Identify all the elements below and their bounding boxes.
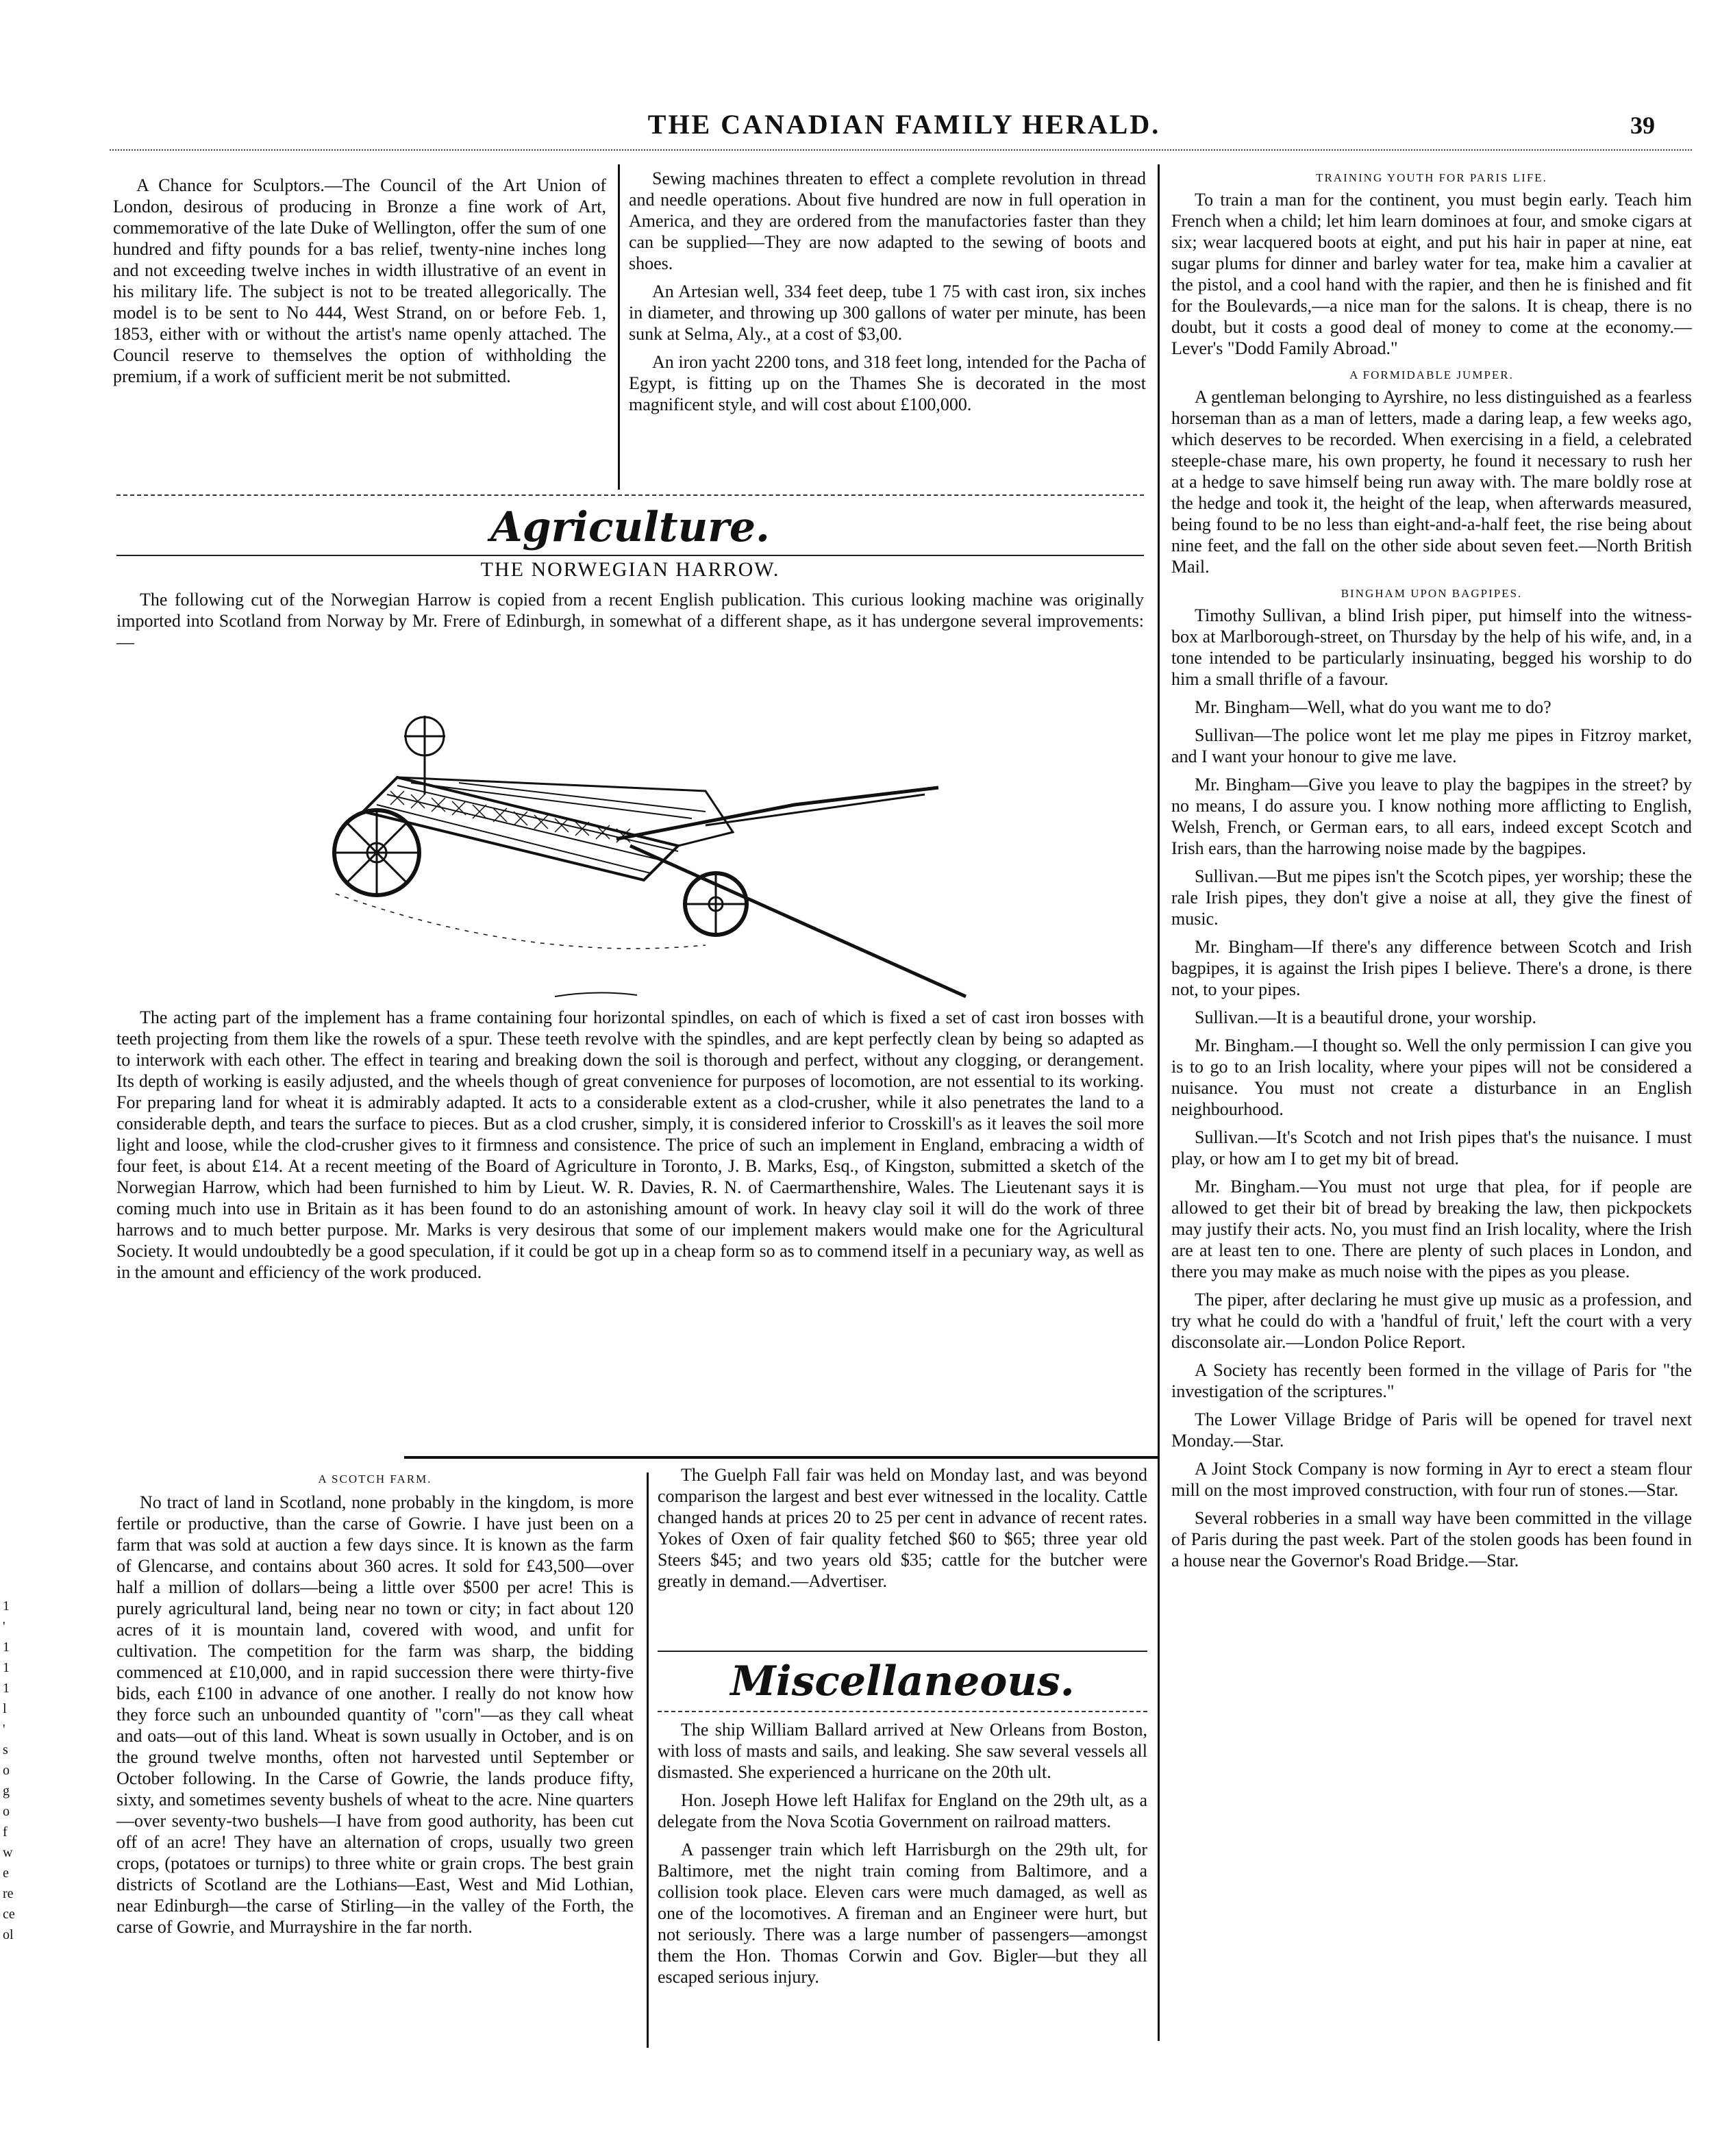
bingham-bagpipes-heading: BINGHAM UPON BAGPIPES.	[1341, 587, 1523, 600]
paris-society-paragraph: A Society has recently been formed in the village of Paris for "the investigation of the scriptures."	[1171, 1360, 1692, 1401]
lower-pole	[630, 846, 966, 996]
bingham-paragraph: Mr. Bingham—If there's any difference between Scotch and Irish bagpipes, it is against the Irish pipes I believe. There's a drone, is there not, to your pipes.	[1171, 937, 1692, 999]
scotch-farm-article	[116, 1472, 634, 1938]
masthead-title: THE CANADIAN FAMILY HERALD.	[647, 109, 1161, 140]
margin-mark: 1	[3, 1660, 10, 1675]
margin-mark: w	[3, 1845, 13, 1860]
joint-stock-paragraph: A Joint Stock Company is now forming in Ayr to erect a steam flour mill on the most improved construction, with four run of stones.—Star.	[1171, 1459, 1692, 1500]
margin-mark: ce	[3, 1907, 15, 1922]
margin-mark: '	[3, 1722, 5, 1737]
harrow-engraving-image	[322, 675, 980, 1003]
scotch-farm-paragraph: No tract of land in Scotland, none probably in the kingdom, is more fertile or productive, than the carse of Gowrie. I have just been on a farm that was sold at auction a few days since. It is known as the farm of Glencarse, and contains about 360 acres. It sold for £43,500—over half a million of dollars—being a little over $500 per acre! This is purely agricultural land, being near no town or city; in fact about 120 acres of it is mountain land, covered with wood, and unfit for cultivation. The competition for the farm was sharp, the bidding commenced at £10,000, and in rapid succession there were thirty-five bids, each £100 in advance of one another. I really do not know how they force such an unbounded quantity of "corn"—as they call wheat and oats—out of this land. Wheat is sown usually in October, and is on the ground twelve months, often not harvested until September or October following. In the Carse of Gowrie, the lands produce fifty, sixty, and sometimes seventy bushels of wheat to the acre. Nine quarters—over seventy-two bushels—I have from good authority, has been cut off of an acre! They have an alternation of crops, usually two green crops, (potatoes or turnips) to three white or grain crops. The best grain districts of Scotland are the Lothians—East, West and Mid Lothian, near Edinburgh—the carse of Stirling—in the valley of the Forth, the carse of Gowrie, and Murrayshire in the far north.	[116, 1492, 634, 1937]
robberies-paragraph: Several robberies in a small way have been committed in the village of Paris during the past week. Part of the stolen goods has been found in a house near the Governor's Road Bridge.—Star.	[1171, 1508, 1692, 1570]
scotch-farm-heading: A SCOTCH FARM.	[318, 1472, 432, 1486]
bingham-paragraph: Sullivan.—It's Scotch and not Irish pipes that's the nuisance. I must play, or how am I to get my bit of bread.	[1171, 1127, 1692, 1168]
right-column	[1171, 171, 1692, 1571]
column-divider-bottom-left	[647, 1472, 649, 2048]
bingham-paragraph: Sullivan—The police wont let me play me pipes in Fitzroy market, and I want your honour to give me lave.	[1171, 725, 1692, 766]
harrow-body-paragraph: The acting part of the implement has a frame containing four horizontal spindles, on each of which is fixed a set of cast iron bosses with teeth projecting from them like the rowels of a spur. These teeth revolve with the spindles, and are kept perfectly clean by being so adapted as to interwork with each other. The effect in tearing and breaking down the soil is thorough and perfect, without any clogging, or derangement. Its depth of working is easily adjusted, and the wheels though of great convenience for purposes of locomotion, are not essential to its working. For preparing land for wheat it is admirably adapted. It acts to a considerable extent as a clod-crusher, while it also penetrates the land to a considerable depth, and tears the surface to pieces. But as a clod crusher, simply, it is considered inferior to Crosskill's as it leaves the soil more light and loose, while the clod-crusher gives to it firmness and consistence. The price of such an implement in England, embracing a width of four feet, is about £14. At a recent meeting of the Board of Agriculture in Toronto, J. B. Marks, Esq., of Kingston, submitted a sketch of the Norwegian Harrow, which had been furnished to him by Lieut. W. R. Davies, R. N. of Caermarthenshire, Wales. The Lieutenant says it is coming much into use in Britain as it has been found to do an astonishing amount of work. In heavy clay soil it will do the work of three harrows and to much better purpose. Mr. Marks is very desirous that some of our implement makers would make one for the Agricultural Society. It would undoubtedly be a good speculation, if it could be got up in a cheap form so as to commend itself in a pecuniary way, as well as in the amount and efficiency of the work produced.	[116, 1007, 1144, 1282]
margin-mark: o	[3, 1763, 10, 1778]
bingham-paragraph: Sullivan.—It is a beautiful drone, your worship.	[1195, 1007, 1536, 1027]
miscellaneous-articles	[658, 1719, 1147, 1988]
bingham-paragraph: Mr. Bingham.—I thought so. Well the only permission I can give you is to go to an Irish locality, where your pipes will not be considered a nuisance. You must not create a disturbance in an English neighbourhood.	[1171, 1036, 1692, 1119]
bingham-paragraph: The piper, after declaring he must give up music as a profession, and try what he could do with a 'handful of fruit,' left the court with a very disconsolate air.—London Police Report.	[1171, 1290, 1692, 1352]
margin-mark: f	[3, 1825, 8, 1840]
bingham-paragraph: Timothy Sullivan, a blind Irish piper, put himself into the witness-box at Marlborough-street, on Thursday by the help of his wife, and, in a tone intended to be particularly insinuating, begged his worship to do him a small thrifle of a favour.	[1171, 605, 1692, 689]
harrow-intro	[116, 589, 1144, 653]
margin-mark: o	[3, 1804, 10, 1819]
ship-ballard-paragraph: The ship William Ballard arrived at New Orleans from Boston, with loss of masts and sails, and leaking. She saw several vessels all dismasted. She experienced a hurricane on the 20th ult.	[658, 1720, 1147, 1782]
bingham-paragraph: Mr. Bingham.—You must not urge that plea, for if people are allowed to get their bit of bread by breaking the law, then pickpockets may justify their acts. No, you must find an Irish locality, where the Irish are at least ten to one. There are plenty of such places in London, and there you may make as much noise with the pipes as you please.	[1171, 1177, 1692, 1281]
guelph-paragraph: The Guelph Fall fair was held on Monday last, and was beyond comparison the largest and best ever witnessed in the locality. Cattle changed hands at prices 20 to 25 per cent in advance of recent rates. Yokes of Oxen of fair quality fetched $60 to $65; three year old Steers $45; and two years old $35; cattle for the butcher were greatly in demand.—Advertiser.	[658, 1465, 1147, 1591]
margin-mark: '	[3, 1619, 5, 1634]
sewing-machines-paragraph: Sewing machines threaten to effect a complete revolution in thread and needle operations. About five hundred are now in full operation in America, and they are ordered from the manufactories faster than they can be supplied—They are now adapted to the sewing of boots and shoes.	[629, 168, 1146, 273]
margin-mark: 1	[3, 1640, 10, 1655]
margin-mark: re	[3, 1886, 14, 1901]
margin-mark: ol	[3, 1927, 14, 1942]
agriculture-section-title: Agriculture.	[490, 503, 770, 551]
margin-mark: 1	[3, 1599, 10, 1614]
miscellaneous-top-rule	[658, 1651, 1147, 1652]
column-divider-right	[1158, 164, 1160, 2041]
miscellaneous-title-rule	[658, 1711, 1147, 1712]
bingham-paragraph: Mr. Bingham—Give you leave to play the bagpipes in the street? by no means, I do assure you. I know nothing more afflicting to English, Welsh, French, or German ears, to all ears, indeed except Scotch and Irish ears, than the harrowing noise made by the bagpipes.	[1171, 775, 1692, 858]
guelph-article	[658, 1464, 1147, 1592]
bingham-paragraph: Mr. Bingham—Well, what do you want me to do?	[1195, 697, 1551, 717]
column-divider-top-left	[618, 164, 620, 490]
joseph-howe-paragraph: Hon. Joseph Howe left Halifax for England on the 29th ult, as a delegate from the Nova Scotia Government on railroad matters.	[658, 1790, 1147, 1831]
col1-top-article	[113, 175, 606, 387]
page-number: 39	[1630, 112, 1655, 139]
bingham-paragraph: Sullivan.—But me pipes isn't the Scotch pipes, yer worship; these the rale Irish pipes, they don't give a noise at all, they give the finest of music.	[1171, 866, 1692, 929]
harrow-body	[116, 1007, 1144, 1283]
harrow-subtitle: THE NORWEGIAN HARROW.	[480, 558, 780, 581]
agriculture-top-rule	[116, 494, 1144, 496]
draw-pole	[616, 788, 938, 839]
iron-yacht-paragraph: An iron yacht 2200 tons, and 318 feet long, intended for the Pacha of Egypt, is fitting up on the Thames She is decorated in the most magnificent style, and will cost about £100,000.	[629, 352, 1146, 414]
agriculture-bottom-rule	[404, 1456, 1158, 1459]
training-youth-paragraph: To train a man for the continent, you must begin early. Teach him French when a child; let him learn dominoes at four, and smoke cigars at six; wear lacquered boots at eight, and put his hair in paper at nine, eat sugar plums for dinner and barley water for tea, make him a cavalier at the pistol, and a cool hand with the rapier, and then he is finished and fit for the Boulevards,—a nice man for the salons. It is cheap, there is no doubt, but it costs a good deal of money to come at the economy.—Lever's "Dodd Family Abroad."	[1171, 190, 1692, 358]
harrow-intro-paragraph: The following cut of the Norwegian Harrow is copied from a recent English publication. This curious looking machine was originally imported into Scotland from Norway by Mr. Frere of Edinburgh, in somewhat of a different shape, as it has undergone several improvements:—	[116, 590, 1144, 652]
margin-mark: l	[3, 1701, 7, 1716]
agriculture-title-rule	[116, 555, 1144, 556]
formidable-jumper-paragraph: A gentleman belonging to Ayrshire, no less distinguished as a fearless horseman than as a man of letters, made a daring leap, a few weeks ago, which deserves to be recorded. When exercising in a field, a celebrated steeple-chase mare, his own property, he found it necessary to rush her at a hedge to save himself being run away with. The mare boldly rose at the hedge and took it, the height of the leap, when afterwards measured, being found to be no less than eight-and-a-half feet, the rise being about nine feet, and the fall on the other side about seven feet.—North British Mail.	[1171, 387, 1692, 577]
margin-mark: e	[3, 1866, 9, 1881]
lower-village-bridge-paragraph: The Lower Village Bridge of Paris will be opened for travel next Monday.—Star.	[1171, 1409, 1692, 1451]
col2-top-articles	[629, 168, 1146, 415]
passenger-train-paragraph: A passenger train which left Harrisburgh on the 29th ult, for Baltimore, met the night train coming from Baltimore, and a collision took place. Eleven cars were much damaged, as well as one of the locomotives. A fireman and an Engineer were hurt, but not seriously. There was a large number of passengers—amongst them the Hon. Thomas Corwin and Gov. Bigler—but they all escaped serious injury.	[658, 1840, 1147, 1987]
margin-mark: 1	[3, 1681, 10, 1696]
miscellaneous-section-title: Miscellaneous.	[730, 1657, 1075, 1705]
formidable-jumper-heading: A FORMIDABLE JUMPER.	[1349, 368, 1514, 381]
training-youth-heading: TRAINING YOUTH FOR PARIS LIFE.	[1316, 171, 1547, 184]
margin-fragments	[3, 1596, 23, 1945]
artesian-well-paragraph: An Artesian well, 334 feet deep, tube 1 75 with cast iron, six inches in diameter, and throwing up 300 gallons of water per minute, has been sunk at Selma, Aly., at a cost of $3,00.	[629, 281, 1146, 344]
margin-mark: g	[3, 1783, 10, 1798]
harrow-illustration	[334, 716, 966, 996]
sculptors-paragraph: A Chance for Sculptors.—The Council of the Art Union of London, desirous of producing in Bronze a fine work of Art, commemorative of the late Duke of Wellington, offer the sum of one hundred and fifty pounds for a bas relief, twenty-nine inches long and not exceeding twelve inches in width illustrative of an event in his military life. The subject is not to be treated allegorically. The model is to be sent to No 444, West Strand, on or before Feb. 1, 1853, either with or without the artist's name openly attached. The Council reserve to themselves the option of withholding the premium, if a work of sufficient merit be not submitted.	[113, 175, 606, 386]
margin-mark: s	[3, 1742, 8, 1757]
header-rule	[110, 149, 1692, 151]
